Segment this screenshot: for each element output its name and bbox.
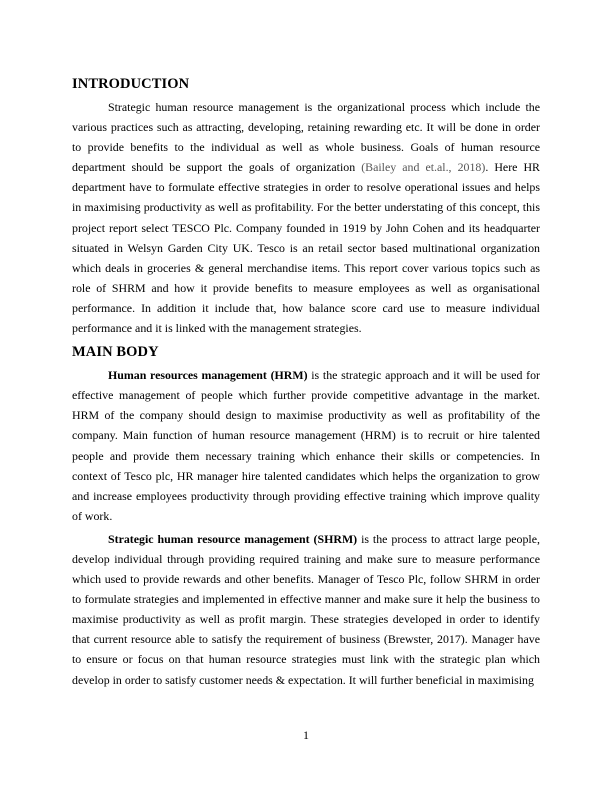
intro-citation: (Bailey and et.al., 2018)	[361, 160, 486, 175]
intro-text-after-citation: . Here HR department have to formulate effective strategies in order to resolve operational issues and helps in maximising productivity as well as profitability. For the better understating of this concept, this project report select TESCO Plc. Company founded in 1919 by John Cohen and its headquarter situated in Welsyn Garden City UK. Tesco is an retail sector based multinational organization which deals in groceries & general merchandise items. This report cover various topics such as role of SHRM and how it provide benefits to measure employees as well as organisational performance. In addition it include that, how balance score card use to measure individual performance and it is linked with the management strategies.	[72, 160, 540, 336]
introduction-paragraph	[72, 97, 540, 338]
hrm-text: is the strategic approach and it will be used for effective management of people which further provide competitive advantage in the market. HRM of the company should design to maximise productivity as well as profitability of the company. Main function of human resource management (HRM) is to recruit or hire talented people and provide them necessary training which enhance their skills or competencies. In context of Tesco plc, HR manager hire talented candidates which helps the organization to grow and increase employees productivity through providing effective training which improve quality of work.	[72, 368, 540, 523]
shrm-term: Strategic human resource management (SHRM)	[108, 531, 358, 546]
document-page	[72, 70, 540, 690]
shrm-paragraph	[72, 529, 540, 690]
shrm-text: is the process to attract large people, develop individual through providing required training and make sure to measure performance which used to provide rewards and other benefits. Manager of Tesco Plc, follow SHRM in order to formulate strategies and implemented in effective manner and make sure it help the business to maximise productivity as well as profit margin. These strategies developed in order to identify that current resource able to satisfy the requirement of business (Brewster, 2017). Manager have to ensure or focus on that human resource strategies must link with the strategic plan which develop in order to satisfy customer needs & expectation. It will further beneficial in maximising	[72, 531, 540, 687]
main-body-heading: MAIN BODY	[72, 344, 159, 361]
hrm-term: Human resources management (HRM)	[108, 368, 308, 383]
page-number: 1	[303, 728, 309, 742]
intro-text-before-citation: Strategic human resource management is the organizational process which include the various practices such as attracting, developing, retaining rewarding etc. It will be done in order to provide benefits to the individual as well as whole business. Goals of human resource department should be support the goals of organization	[72, 100, 540, 175]
introduction-heading: INTRODUCTION	[72, 76, 190, 92]
hrm-paragraph	[72, 365, 540, 526]
